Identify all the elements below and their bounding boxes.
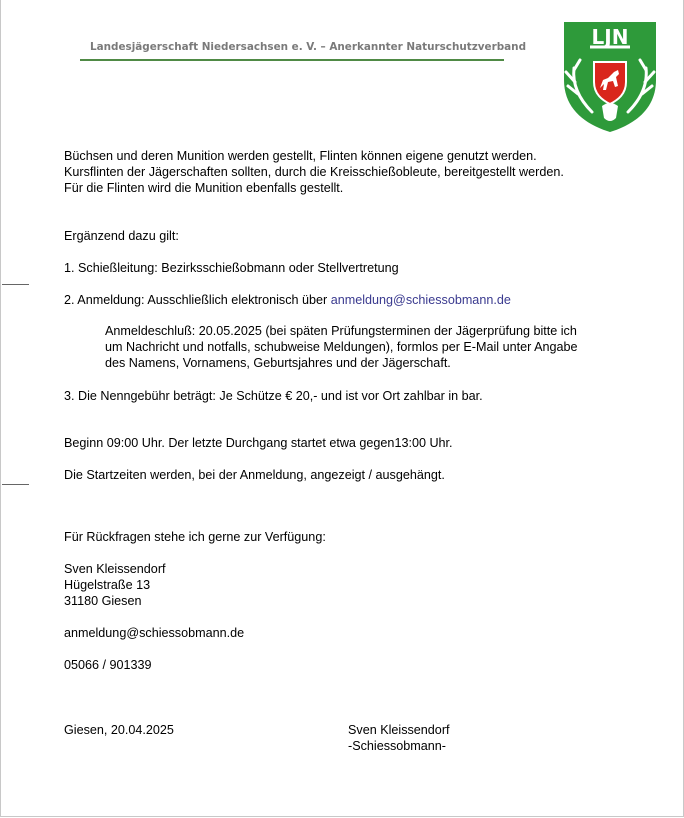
signer-name: Sven Kleissendorf <box>348 723 450 737</box>
contact-street: Hügelstraße 13 <box>64 578 151 592</box>
margin-fold-mark <box>2 284 29 285</box>
signer-title: -Schiessobmann- <box>348 739 446 753</box>
logo-text: LJN <box>591 25 629 49</box>
intro-line-2: Kursflinten der Jägerschaften sollten, durch die Kreisschießobleute, bereitgestellt werden. <box>64 165 564 179</box>
contact-phone: 05066 / 901339 <box>64 658 152 672</box>
letterhead-org-line: Landesjägerschaft Niedersachsen e. V. – Anerkannter Naturschutzverband <box>90 41 527 53</box>
addendum-heading: Ergänzend dazu gilt: <box>64 229 179 243</box>
stag-skull-icon <box>602 103 618 121</box>
place-date: Giesen, 20.04.2025 <box>64 723 174 737</box>
intro-line-3: Für die Flinten wird die Munition ebenfalls gestellt. <box>64 181 344 195</box>
contact-intro: Für Rückfragen stehe ich gerne zur Verfügung: <box>64 530 326 544</box>
contact-email: anmeldung@schiessobmann.de <box>64 626 245 640</box>
deadline-line-3: des Namens, Vornamens, Geburtsjahres und der Jägerschaft. <box>105 356 451 370</box>
ljn-logo <box>562 20 658 134</box>
deadline-line-1: Anmeldeschluß: 20.05.2025 (bei späten Prüfungsterminen der Jägerprüfung bitte ich <box>105 324 577 338</box>
deadline-line-2: um Nachricht und notfalls, schubweise Meldungen), formlos per E-Mail unter Angabe <box>105 340 578 354</box>
item-1: 1. Schießleitung: Bezirksschießobmann oder Stellvertretung <box>64 261 399 275</box>
item-2 <box>64 292 511 309</box>
registration-email-link[interactable]: anmeldung@schiessobmann.de <box>330 293 511 307</box>
schedule-start: Beginn 09:00 Uhr. Der letzte Durchgang startet etwa gegen13:00 Uhr. <box>64 436 453 450</box>
margin-fold-mark <box>2 484 29 485</box>
intro-line-1: Büchsen und deren Munition werden gestellt, Flinten können eigene genutzt werden. <box>64 149 537 163</box>
item-2-text: 2. Anmeldung: Ausschließlich elektronisch über <box>64 293 331 307</box>
contact-city: 31180 Giesen <box>64 594 142 608</box>
letterhead-rule <box>80 59 504 61</box>
contact-name: Sven Kleissendorf <box>64 562 166 576</box>
schedule-start-times: Die Startzeiten werden, bei der Anmeldung, angezeigt / ausgehängt. <box>64 468 445 482</box>
item-3: 3. Die Nenngebühr beträgt: Je Schütze € 20,- und ist vor Ort zahlbar in bar. <box>64 389 483 403</box>
